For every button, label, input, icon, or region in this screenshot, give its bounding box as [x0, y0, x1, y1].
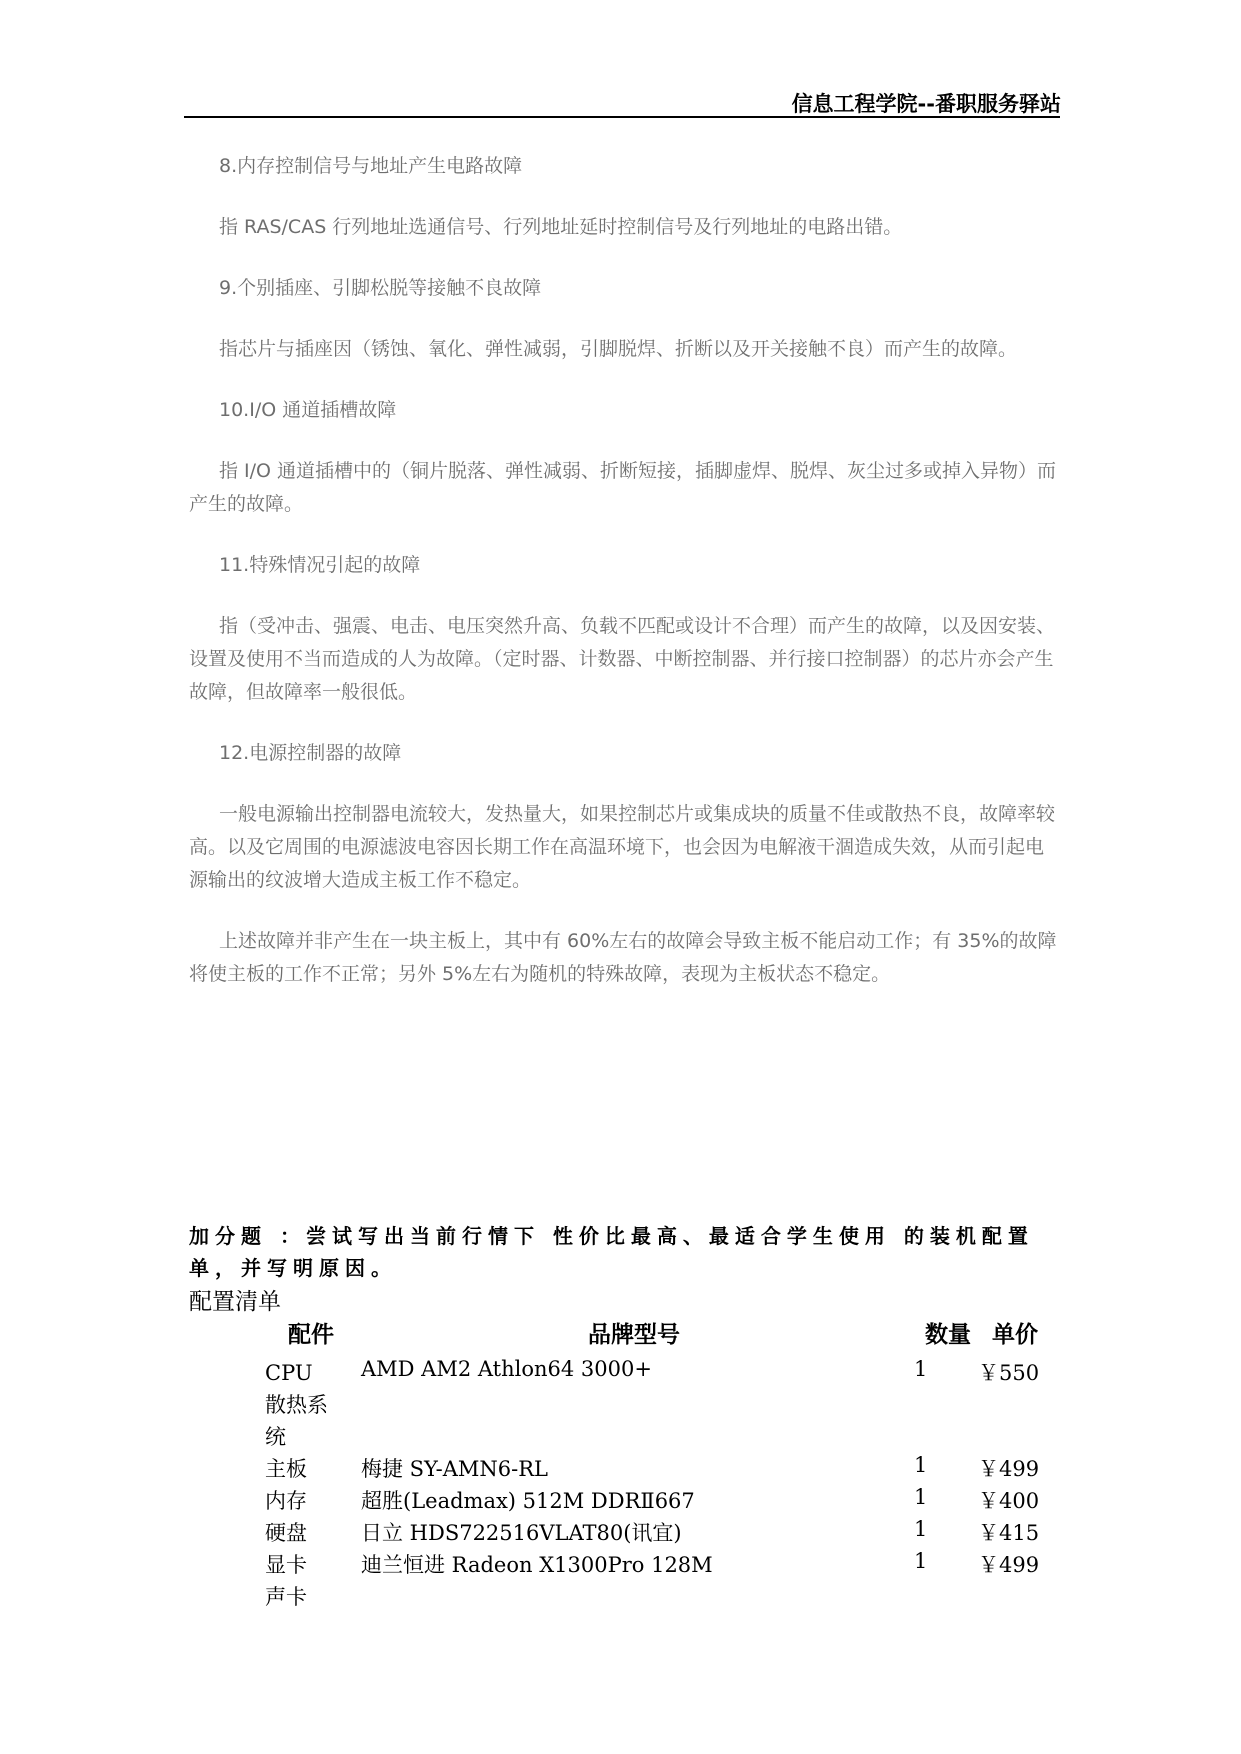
column-header-model: 品牌型号	[588, 1322, 680, 1348]
section-body: 指 RAS/CAS 行列地址选通信号、行列地址延时控制信号及行列地址的电路出错。	[219, 216, 903, 238]
cell-part: 主板	[265, 1457, 307, 1481]
table-row	[0, 1453, 1241, 1485]
cell-part: 内存	[265, 1489, 307, 1513]
table-row	[0, 1549, 1241, 1581]
cell-part: CPU	[265, 1361, 313, 1385]
cell-part: 散热系统	[265, 1393, 328, 1449]
section-heading: 8.内存控制信号与地址产生电路故障	[219, 155, 523, 177]
cell-model: 日立 HDS722516VLAT80(讯宜)	[361, 1521, 682, 1545]
section-heading: 9.个别插座、引脚松脱等接触不良故障	[219, 277, 542, 299]
cell-qty: 1	[914, 1357, 928, 1381]
cell-price: ￥400	[978, 1489, 1040, 1513]
cell-qty: 1	[914, 1485, 928, 1509]
cell-price: ￥499	[978, 1457, 1040, 1481]
column-header-price: 单价	[992, 1322, 1038, 1348]
cell-price: ￥499	[978, 1553, 1040, 1577]
section-heading: 11.特殊情况引起的故障	[219, 554, 421, 576]
bonus-question: 加分题 ：尝试写出当前行情下 性价比最高、最适合学生使用 的装机配置单，并写明原因。	[189, 1224, 1034, 1280]
config-list-title: 配置清单	[189, 1289, 281, 1315]
cell-model: 超胜(Leadmax) 512M DDRⅡ667	[361, 1489, 695, 1513]
table-row	[0, 1357, 1241, 1389]
main-content	[189, 150, 1059, 1019]
column-header-qty: 数量	[925, 1322, 971, 1348]
summary-paragraph: 上述故障并非产生在一块主板上，其中有 60%左右的故障会导致主板不能启动工作；有 35%的故障将使主板的工作不正常；另外 5%左右为随机的特殊故障，表现为主板状态不稳定。	[189, 930, 1057, 985]
cell-price: ￥550	[978, 1361, 1040, 1385]
cell-model: 迪兰恒进 Radeon X1300Pro 128M	[361, 1553, 713, 1577]
table-row	[0, 1485, 1241, 1517]
section-body: 指（受冲击、强震、电击、电压突然升高、负载不匹配或设计不合理）而产生的故障，以及因安装、设置及使用不当而造成的人为故障。（定时器、计数器、中断控制器、并行接口控制器）的芯片亦会产生故障，但故障率一般很低。	[189, 615, 1056, 703]
cell-part: 硬盘	[265, 1521, 307, 1545]
cell-model: 梅捷 SY-AMN6-RL	[361, 1457, 548, 1481]
table-row	[0, 1389, 1241, 1453]
cell-qty: 1	[914, 1549, 928, 1573]
header-title: 信息工程学院--番职服务驿站	[791, 92, 1061, 116]
section-body: 指 I/O 通道插槽中的（铜片脱落、弹性减弱、折断短接，插脚虚焊、脱焊、灰尘过多或掉入异物）而产生的故障。	[189, 460, 1057, 515]
table-row	[0, 1517, 1241, 1549]
cell-qty: 1	[914, 1453, 928, 1477]
section-body: 指芯片与插座因（锈蚀、氧化、弹性减弱，引脚脱焊、折断以及开关接触不良）而产生的故障。	[219, 338, 1018, 360]
cell-price: ￥415	[978, 1521, 1040, 1545]
column-header-part: 配件	[288, 1322, 334, 1348]
cell-qty: 1	[914, 1517, 928, 1541]
section-heading: 10.I/O 通道插槽故障	[219, 399, 397, 421]
section-heading: 12.电源控制器的故障	[219, 742, 402, 764]
table-row	[0, 1581, 1241, 1613]
section-body: 一般电源输出控制器电流较大，发热量大，如果控制芯片或集成块的质量不佳或散热不良，故障率较高。以及它周围的电源滤波电容因长期工作在高温环境下，也会因为电解液干涸造成失效，从而引起电源输出的纹波增大造成主板工作不稳定。	[189, 803, 1056, 891]
cell-part: 显卡	[265, 1553, 307, 1577]
header-rule	[184, 116, 1060, 118]
cell-part: 声卡	[265, 1585, 307, 1609]
cell-model: AMD AM2 Athlon64 3000+	[361, 1357, 652, 1381]
